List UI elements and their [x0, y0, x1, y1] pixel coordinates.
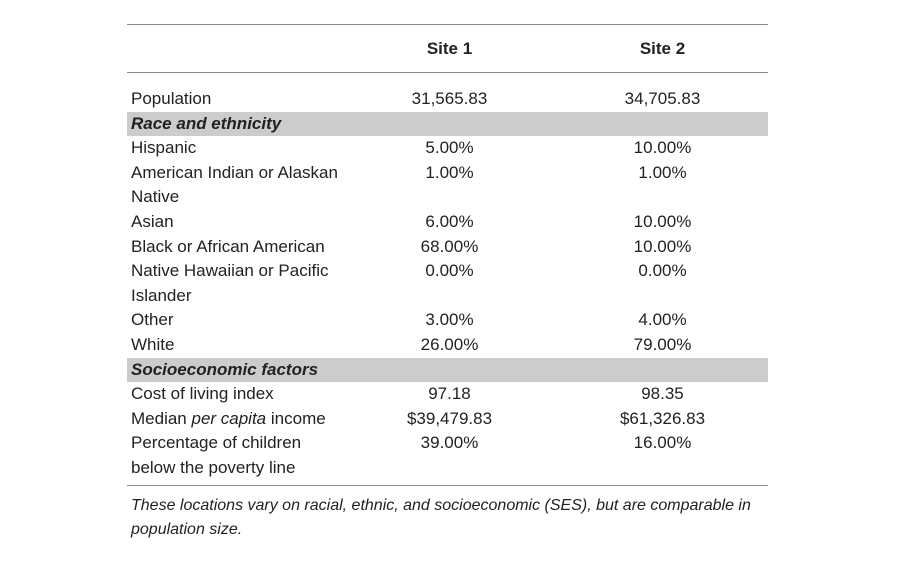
site2-value: 98.35 [641, 384, 684, 404]
row-label: Cost of living index [131, 384, 274, 404]
site2-value: 34,705.83 [624, 89, 701, 108]
table-row [127, 407, 768, 432]
row-label: Percentage of children below the poverty line [131, 433, 302, 477]
section-title: Socioeconomic factors [131, 359, 319, 379]
table-row [127, 333, 768, 358]
section-title: Race and ethnicity [131, 113, 282, 133]
header-site-2: Site 2 [639, 39, 686, 59]
site1-value: 26.00% [420, 334, 479, 354]
section-race-ethnicity [127, 112, 768, 137]
table-row [127, 308, 768, 333]
site1-value: 0.00% [425, 261, 474, 281]
site1-value: 6.00% [425, 211, 474, 231]
site1-value: 3.00% [425, 310, 474, 330]
table-row [127, 235, 768, 260]
site2-value: 10.00% [633, 211, 692, 231]
table-row [127, 161, 768, 210]
table-row [127, 259, 768, 308]
label-italic: per capita [191, 408, 267, 428]
row-label: Other [131, 310, 174, 330]
table-row [127, 210, 768, 235]
site1-value: 1.00% [425, 162, 474, 182]
site2-value: $61,326.83 [619, 408, 706, 428]
row-label: Black or African American [131, 236, 325, 256]
header-row [127, 25, 768, 72]
site2-value: 0.00% [638, 261, 687, 281]
row-label: American Indian or Alaskan Native [131, 162, 338, 207]
data-table [127, 24, 768, 542]
site1-value: $39,479.83 [406, 408, 493, 428]
site1-value: 39.00% [420, 433, 479, 453]
site1-value: 68.00% [420, 236, 479, 256]
header-site-1: Site 1 [426, 39, 473, 59]
site2-value: 10.00% [633, 138, 692, 158]
row-label: Hispanic [131, 138, 197, 158]
site2-value: 79.00% [633, 334, 692, 354]
label-suffix: income [266, 408, 326, 428]
row-label: Asian [131, 211, 174, 231]
section-socioeconomic [127, 358, 768, 383]
row-label: Native Hawaiian or Pacific Islander [131, 261, 329, 305]
row-label: White [131, 334, 175, 354]
table-row [127, 431, 768, 480]
site1-value: 31,565.83 [411, 89, 488, 108]
site1-value: 97.18 [428, 384, 471, 404]
site2-value: 1.00% [638, 162, 687, 182]
site2-value: 4.00% [638, 310, 687, 330]
site2-value: 16.00% [633, 433, 692, 453]
row-label: Population [131, 89, 212, 108]
population-row [127, 87, 768, 112]
table-footnote: These locations vary on racial, ethnic, and socioeconomic (SES), but are comparable in population size. [131, 496, 751, 538]
site1-value: 5.00% [425, 138, 474, 158]
site2-value: 10.00% [633, 236, 692, 256]
label-prefix: Median [131, 408, 192, 428]
row-label [127, 407, 342, 432]
table-row [127, 136, 768, 161]
table-row [127, 382, 768, 407]
